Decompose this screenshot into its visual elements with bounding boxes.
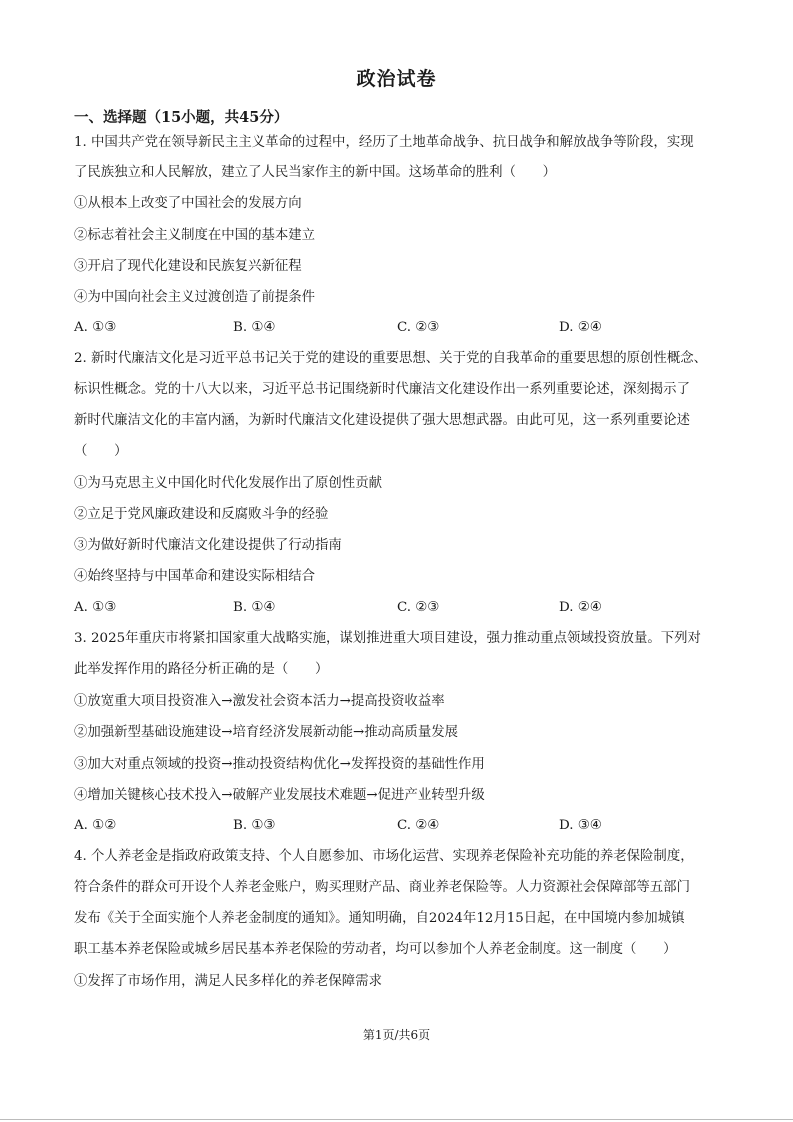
- q1-stem-line: 1. 中国共产党在领导新民主主义革命的过程中，经历了土地革命战争、抗日战争和解放战争等阶段，实现: [74, 135, 694, 150]
- q1-stem-line: 了民族独立和人民解放，建立了人民当家作主的新中国。这场革命的胜利（ ）: [74, 165, 557, 180]
- q1-option-c[interactable]: C. ②③: [397, 320, 440, 335]
- q2-statement: ②立足于党风廉政建设和反腐败斗争的经验: [74, 507, 329, 522]
- q2-stem-line: 标识性概念。党的十八大以来，习近平总书记围绕新时代廉洁文化建设作出一系列重要论述，深刻揭示了: [74, 382, 690, 397]
- q2-option-d[interactable]: D. ②④: [559, 600, 602, 615]
- q3-stem-line: 此举发挥作用的路径分析正确的是（ ）: [74, 662, 329, 677]
- q4-stem-line: 发布《关于全面实施个人养老金制度的通知》。通知明确，自2024年12月15日起，在中国境内参加城镇: [74, 911, 685, 926]
- q4-statement: ①发挥了市场作用，满足人民多样化的养老保障需求: [74, 974, 382, 989]
- q2-stem-line: （ ）: [74, 444, 128, 459]
- q3-option-d[interactable]: D. ③④: [559, 818, 602, 833]
- q3-stem-line: 3. 2025年重庆市将紧扣国家重大战略实施，谋划推进重大项目建设，强力推动重点领域投资放量。下列对: [74, 631, 701, 646]
- q1-statement: ②标志着社会主义制度在中国的基本建立: [74, 228, 316, 243]
- q3-statement: ④增加关键核心技术投入→破解产业发展技术难题→促进产业转型升级: [74, 788, 485, 803]
- q2-option-a[interactable]: A. ①③: [74, 600, 117, 615]
- q1-option-a[interactable]: A. ①③: [74, 320, 117, 335]
- page-footer: 第1页/共6页: [362, 1028, 431, 1042]
- q2-option-b[interactable]: B. ①④: [233, 600, 276, 615]
- q1-option-b[interactable]: B. ①④: [233, 320, 276, 335]
- q3-statement: ③加大对重点领域的投资→推动投资结构优化→发挥投资的基础性作用: [74, 757, 485, 772]
- q4-stem-line: 职工基本养老保险或城乡居民基本养老保险的劳动者，均可以参加个人养老金制度。这一制度（ ）: [74, 942, 677, 957]
- q3-statement: ①放宽重大项目投资准入→激发社会资本活力→提高投资收益率: [74, 694, 445, 709]
- page-title: 政治试卷: [356, 68, 437, 90]
- q2-option-c[interactable]: C. ②③: [397, 600, 440, 615]
- q2-statement: ③为做好新时代廉洁文化建设提供了行动指南: [74, 538, 342, 553]
- q1-statement: ①从根本上改变了中国社会的发展方向: [74, 196, 302, 211]
- q1-statement: ④为中国向社会主义过渡创造了前提条件: [74, 290, 316, 305]
- q2-statement: ①为马克思主义中国化时代化发展作出了原创性贡献: [74, 476, 382, 491]
- q1-option-d[interactable]: D. ②④: [559, 320, 602, 335]
- bottom-divider: [0, 1119, 793, 1120]
- q4-stem-line: 4. 个人养老金是指政府政策支持、个人自愿参加、市场化运营、实现养老保险补充功能的养老保险制度，: [74, 849, 694, 864]
- q3-option-a[interactable]: A. ①②: [74, 818, 117, 833]
- q3-option-c[interactable]: C. ②④: [397, 818, 440, 833]
- q1-statement: ③开启了现代化建设和民族复兴新征程: [74, 259, 302, 274]
- q2-stem-line: 2. 新时代廉洁文化是习近平总书记关于党的建设的重要思想、关于党的自我革命的重要思想的原创性概念、: [74, 351, 707, 366]
- q3-option-b[interactable]: B. ①③: [233, 818, 276, 833]
- q3-statement: ②加强新型基础设施建设→培育经济发展新动能→推动高质量发展: [74, 725, 458, 740]
- section-heading: 一、选择题（15小题，共45分）: [74, 109, 289, 126]
- q2-statement: ④始终坚持与中国革命和建设实际相结合: [74, 569, 316, 584]
- q4-stem-line: 符合条件的群众可开设个人养老金账户，购买理财产品、商业养老保险等。人力资源社会保障部等五部门: [74, 880, 690, 895]
- q2-stem-line: 新时代廉洁文化的丰富内涵，为新时代廉洁文化建设提供了强大思想武器。由此可见，这一系列重要论述: [74, 413, 690, 428]
